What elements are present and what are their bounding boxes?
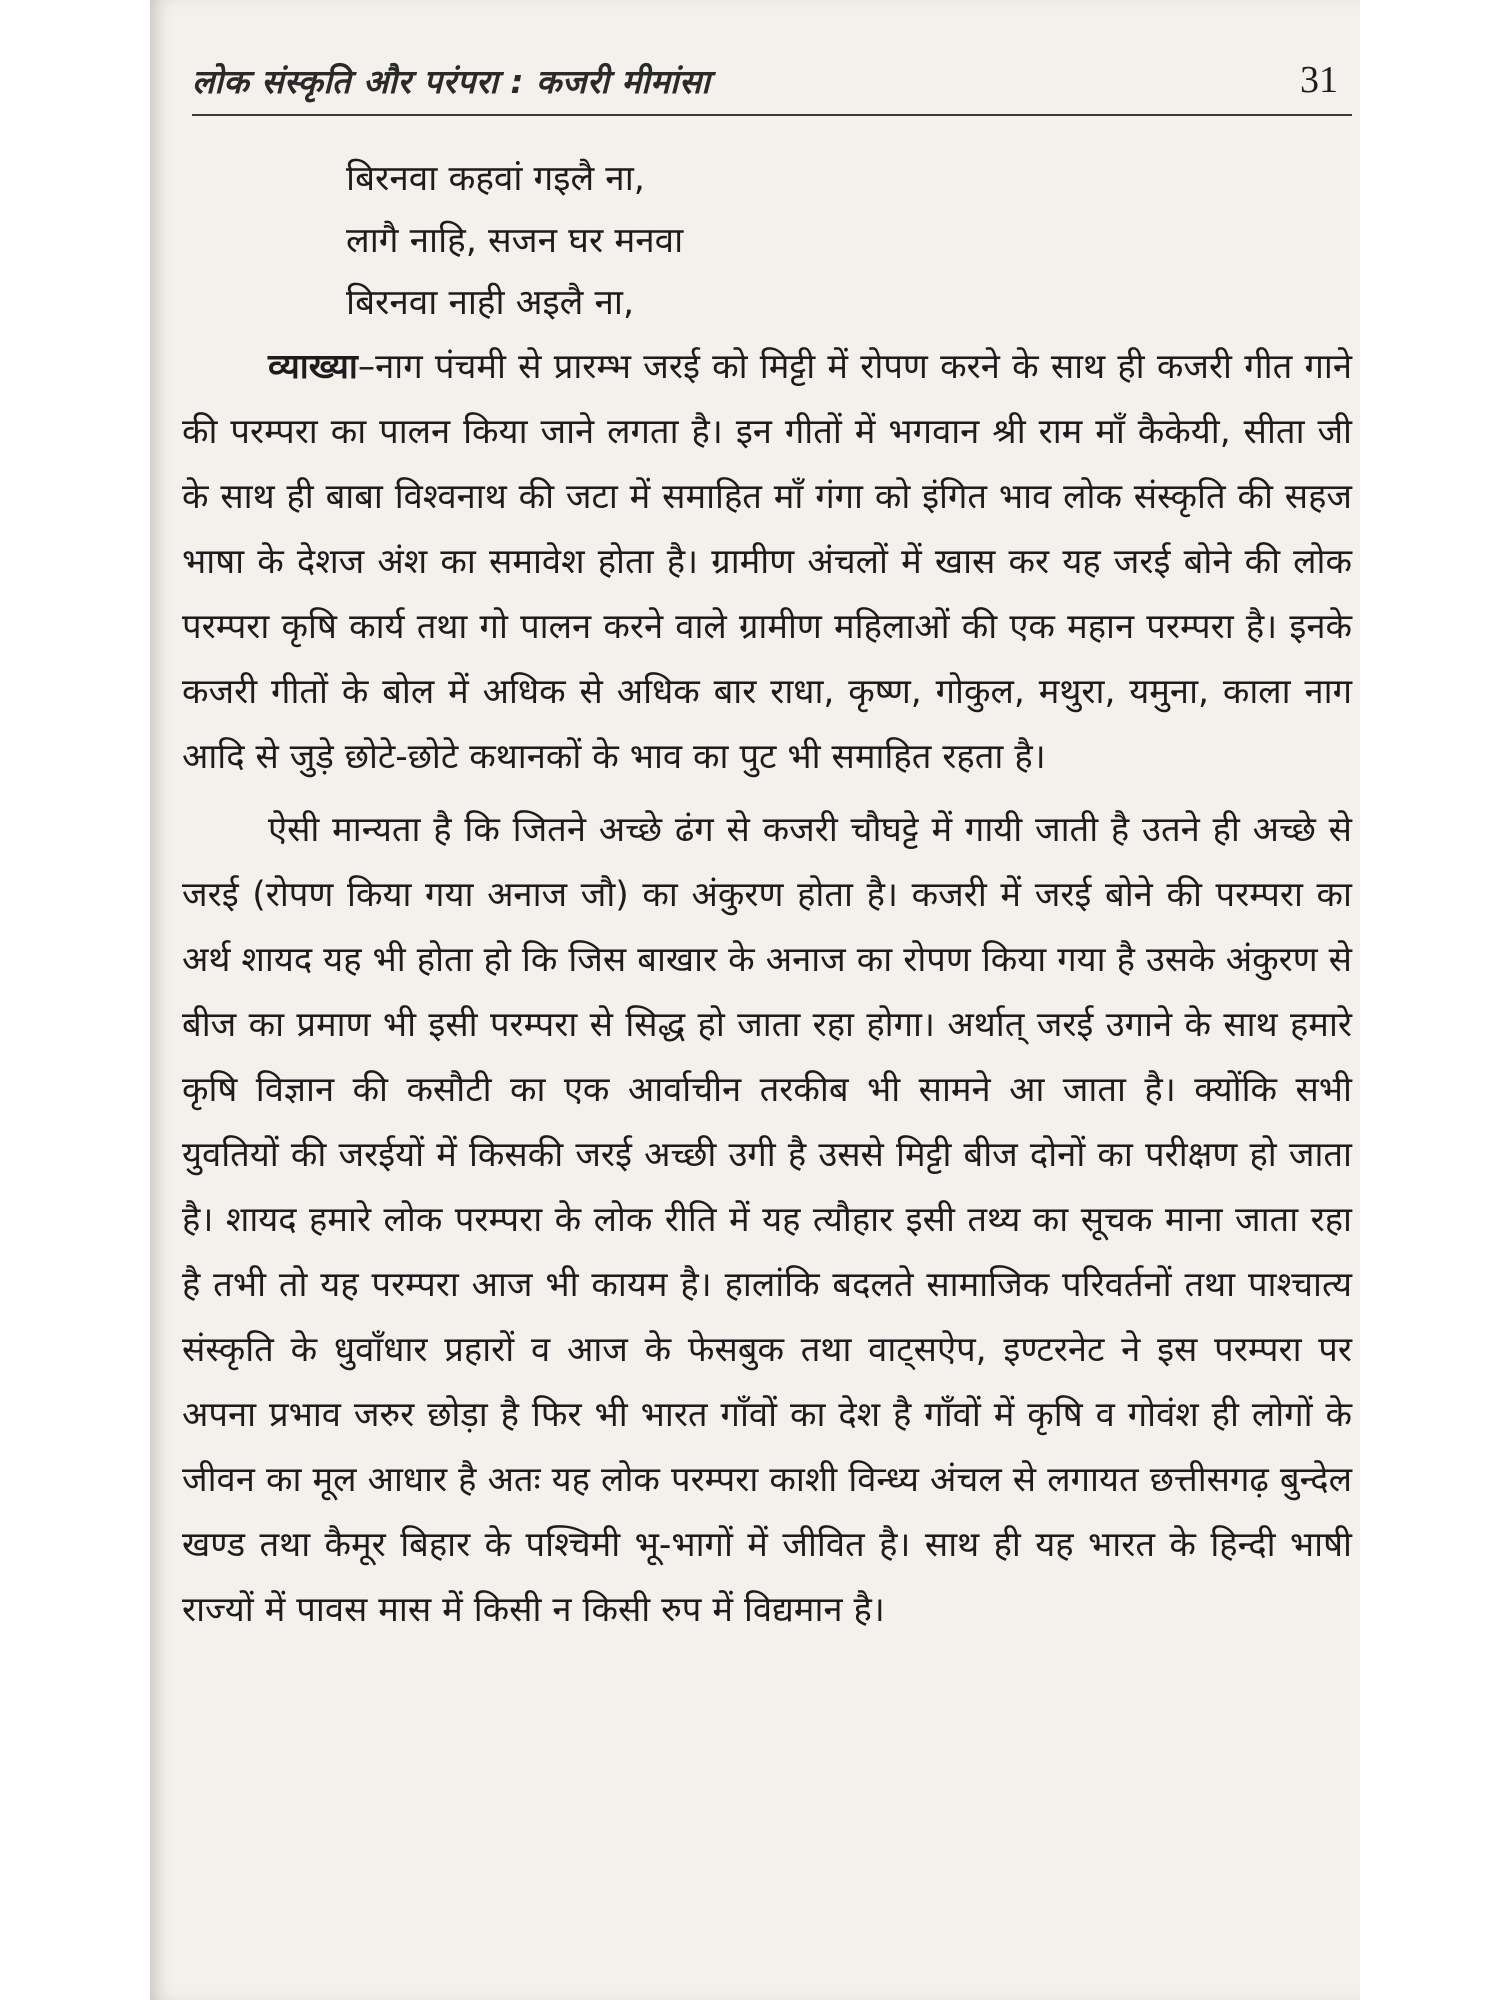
verse-line: बिरनवा कहवां गइलै ना,	[346, 159, 645, 199]
paragraph-text: –नाग पंचमी से प्रारम्भ जरई को मिट्टी में रोपण करने के साथ ही कजरी गीत गाने की परम्परा का पालन किया जाने लगता है। इन गीतों में भगवान श्री राम माँ कैकेयी, सीता जी के साथ ही बाबा विश्वनाथ की जटा में समाहित माँ गंगा को इंगित भाव लोक संस्कृति की सहज भाषा के देशज अंश का समावेश होता है। ग्रामीण अंचलों में खास कर यह जरई बोने की लोक परम्परा कृषि कार्य तथा गो पालन करने वाले ग्रामीण महिलाओं की एक महान परम्परा है। इनके कजरी गीतों के बोल में अधिक से अधिक बार राधा, कृष्ण, गोकुल, मथुरा, यमुना, काला नाग आदि से जुड़े छोटे-छोटे कथानकों के भाव का पुट भी समाहित रहता है।	[182, 347, 1352, 777]
explanation-paragraph	[182, 335, 1352, 790]
verse-line: बिरनवा नाही अइलै ना,	[346, 283, 635, 323]
verse-line: लागै नाहि, सजन घर मनवा	[346, 221, 684, 261]
page-number: 31	[1300, 59, 1338, 101]
running-title: लोक संस्कृति और परंपरा : कजरी मीमांसा	[192, 62, 711, 101]
body-paragraph	[182, 798, 1352, 1643]
verse-block	[346, 148, 1246, 334]
paragraph-text: ऐसी मान्यता है कि जितने अच्छे ढंग से कजरी चौघट्टे में गायी जाती है उतने ही अच्छे से जरई (रोपण किया गया अनाज जौ) का अंकुरण होता है। कजरी में जरई बोने की परम्परा का अर्थ शायद यह भी होता हो कि जिस बाखार के अनाज का रोपण किया गया है उसके अंकुरण से बीज का प्रमाण भी इसी परम्परा से सिद्ध हो जाता रहा होगा। अर्थात् जरई उगाने के साथ हमारे कृषि विज्ञान की कसौटी का एक आर्वाचीन तरकीब भी सामने आ जाता है। क्योंकि सभी युवतियों की जरईयों में किसकी जरई अच्छी उगी है उससे मिट्टी बीज दोनों का परीक्षण हो जाता है। शायद हमारे लोक परम्परा के लोक रीति में यह त्यौहार इसी तथ्य का सूचक माना जाता रहा है तभी तो यह परम्परा आज भी कायम है। हालांकि बदलते सामाजिक परिवर्तनों तथा पाश्चात्य संस्कृति के धुवाँधार प्रहारों व आज के फेसबुक तथा वाट्सऐप, इण्टरनेट ने इस परम्परा पर अपना प्रभाव जरुर छोड़ा है फिर भी भारत गाँवों का देश है गाँवों में कृषि व गोवंश ही लोगों के जीवन का मूल आधार है अतः यह लोक परम्परा काशी विन्ध्य अंचल से लगायत छत्तीसगढ़ बुन्देल खण्ड तथा कैमूर बिहार के पश्चिमी भू-भागों में जीवित है। साथ ही यह भारत के हिन्दी भाषी राज्यों में पावस मास में किसी न किसी रुप में विद्यमान है।	[182, 810, 1352, 1630]
header-rule	[192, 114, 1352, 116]
body-text	[182, 335, 1352, 1643]
explanation-heading: व्याख्या	[268, 347, 358, 387]
page-header	[192, 58, 1350, 118]
